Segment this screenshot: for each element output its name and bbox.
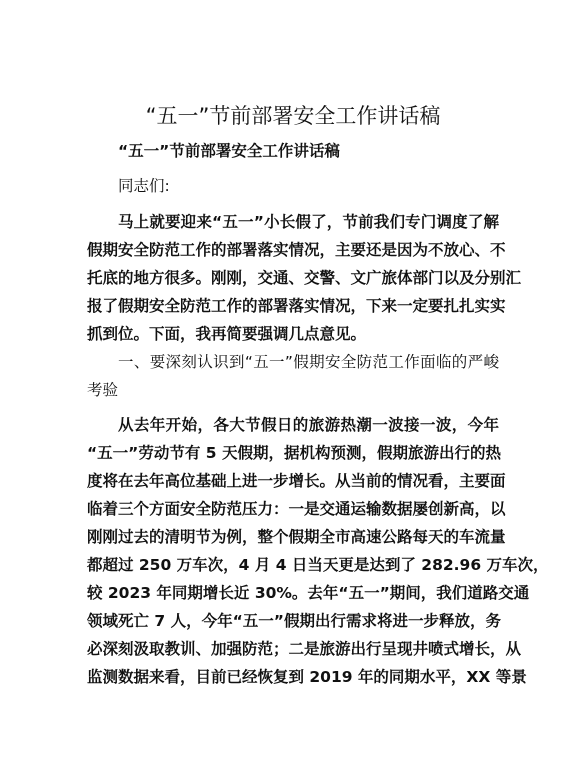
paragraph-2-line: 必深刻汲取教训、加强防范；二是旅游出行呈现井喷式增长，从 (87, 640, 522, 658)
section-heading-line: 考验 (87, 381, 119, 399)
paragraph-2-line: 较 2023 年同期增长近 30%。去年“五一”期间，我们道路交通 (87, 584, 530, 602)
paragraph-2-line: 领域死亡 7 人，今年“五一”假期出行需求将进一步释放，务 (87, 612, 501, 630)
paragraph-2-line: “五一”劳动节有 5 天假期，据机构预测，假期旅游出行的热 (87, 444, 501, 462)
paragraph-1-line: 报了假期安全防范工作的部署落实情况，下来一定要扎扎实实 (87, 297, 506, 315)
salutation: 同志们: (118, 177, 170, 195)
paragraph-1-line: 马上就要迎来“五一”小长假了，节前我们专门调度了解 (118, 213, 499, 231)
paragraph-2-line: 从去年开始，各大节假日的旅游热潮一波接一波，今年 (118, 416, 499, 434)
paragraph-1-line: 抓到位。下面，我再简要强调几点意见。 (87, 325, 367, 343)
paragraph-1-line: 假期安全防范工作的部署落实情况，主要还是因为不放心、不 (87, 241, 506, 259)
paragraph-2-line: 度将在去年高位基础上进一步增长。从当前的情况看，主要面 (87, 472, 506, 490)
paragraph-2-line: 监测数据来看，目前已经恢复到 2019 年的同期水平，XX 等景 (87, 668, 527, 686)
paragraph-2-line: 都超过 250 万车次，4 月 4 日当天更是达到了 282.96 万车次， (87, 556, 549, 574)
section-heading-line: 一、要深刻认识到“五一”假期安全防范工作面临的严峻 (118, 353, 499, 371)
paragraph-2-line: 临着三个方面安全防范压力：一是交通运输数据屡创新高，以 (87, 500, 506, 518)
paragraph-1-line: 托底的地方很多。刚刚，交通、交警、文广旅体部门以及分别汇 (87, 269, 522, 287)
paragraph-2-line: 刚刚过去的清明节为例，整个假期全市高速公路每天的车流量 (87, 528, 506, 546)
document-title: “五一”节前部署安全工作讲话稿 (145, 104, 441, 128)
document-subtitle: “五一”节前部署安全工作讲话稿 (118, 142, 340, 160)
